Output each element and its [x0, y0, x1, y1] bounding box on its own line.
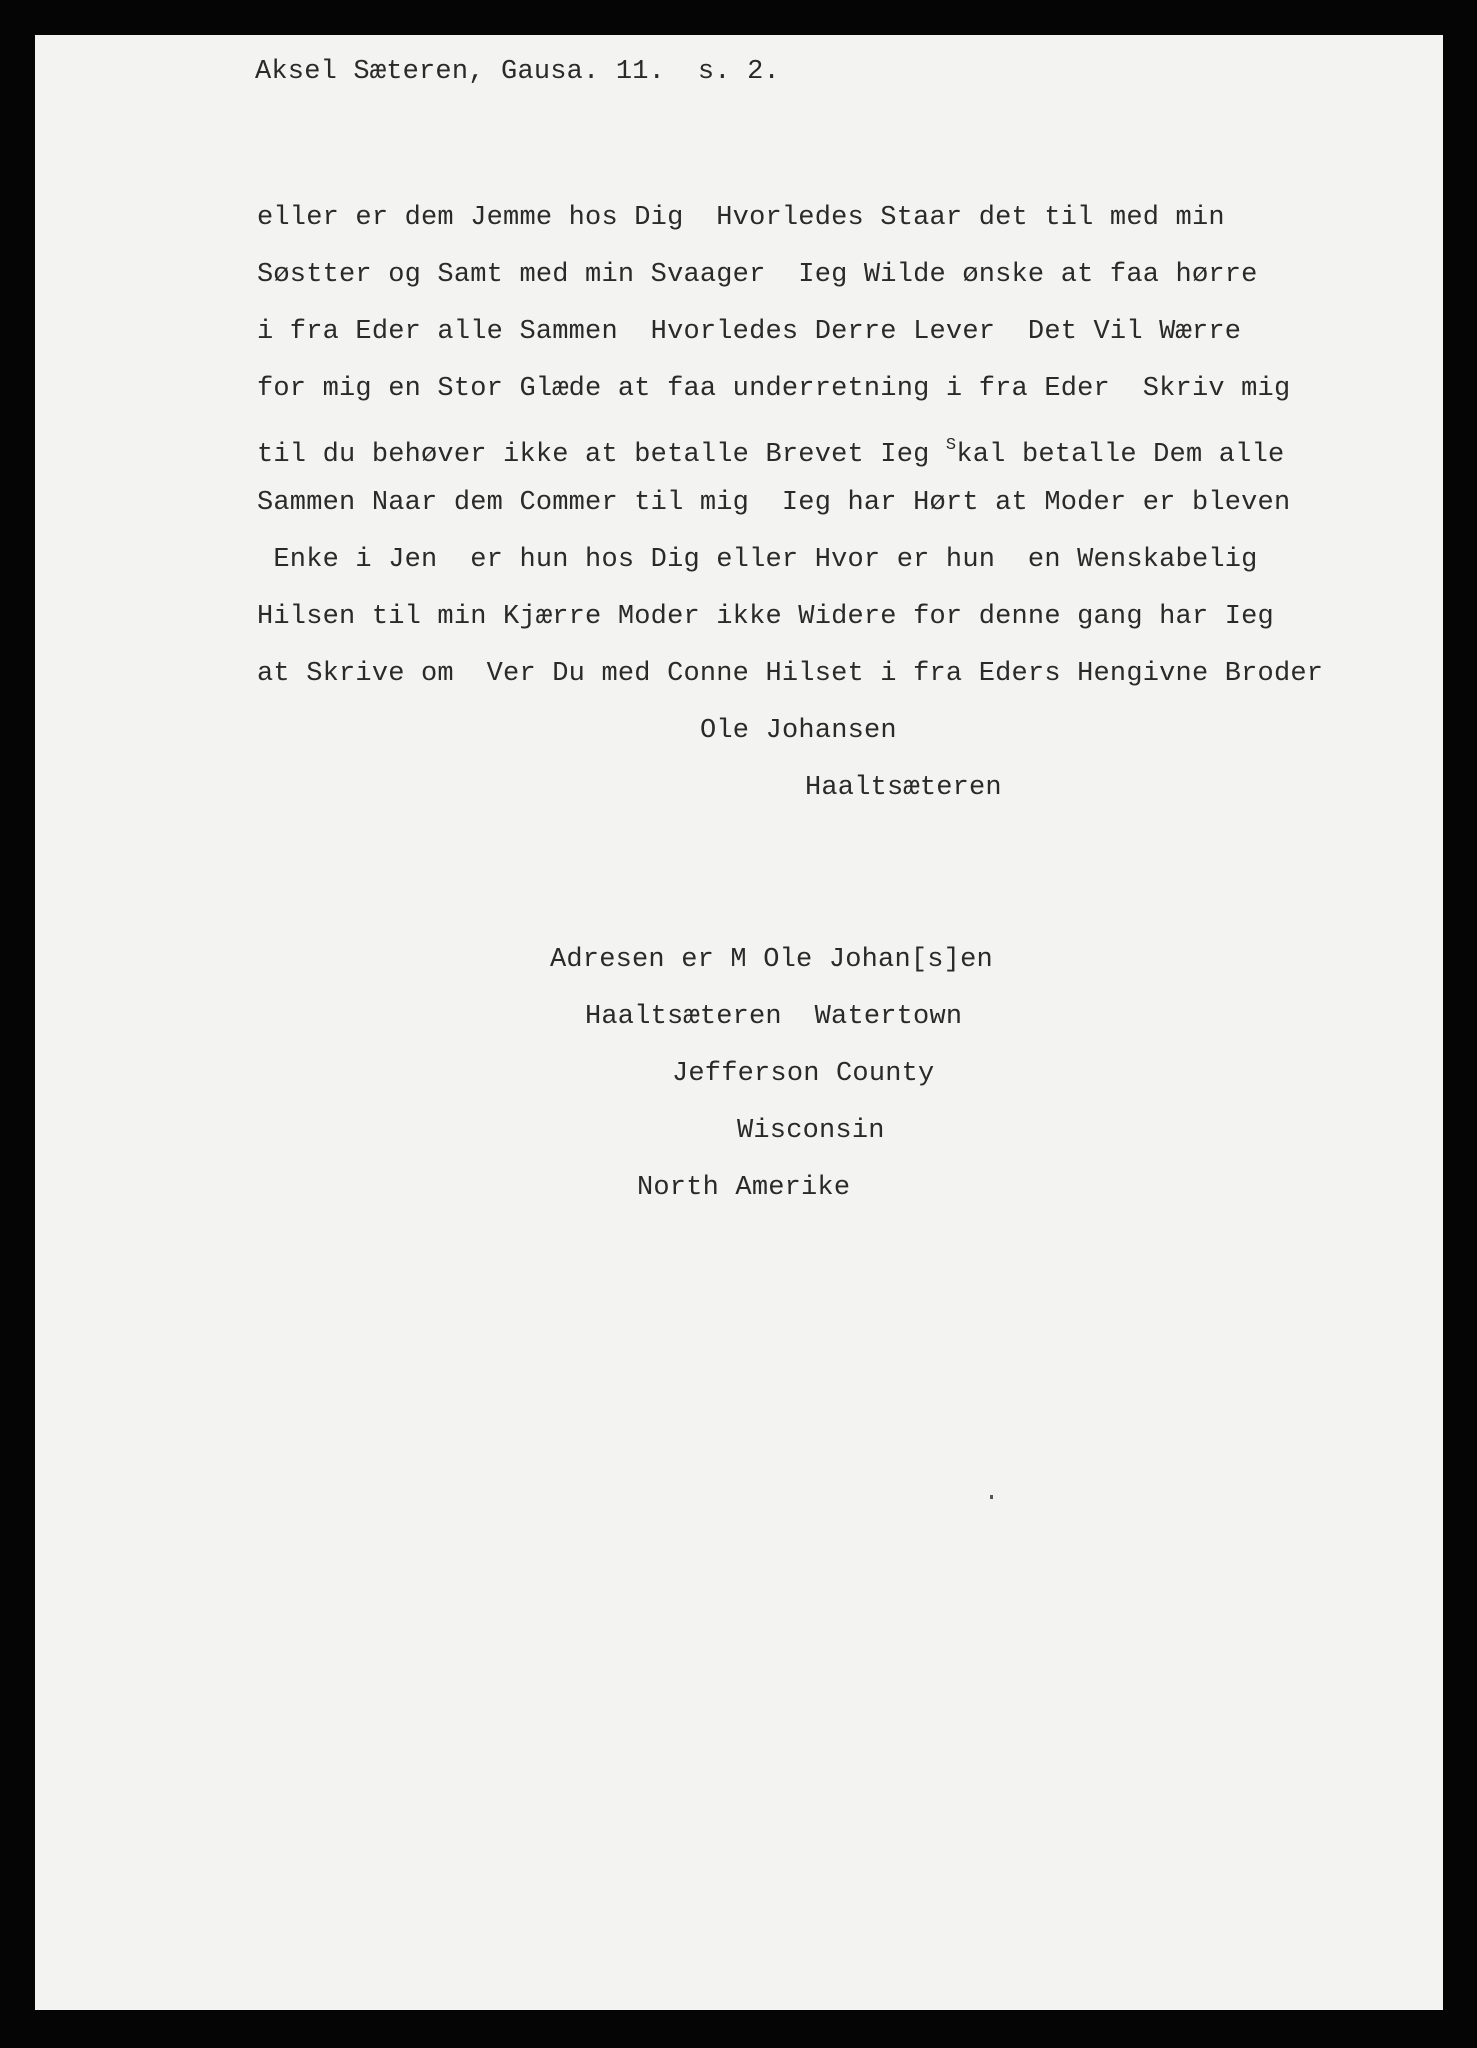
- letter-line: for mig en Stor Glæde at faa underretning i fra Eder Skriv mig: [257, 374, 1291, 404]
- signature-name: Ole Johansen: [700, 716, 897, 746]
- address-line: North Amerike: [637, 1173, 851, 1203]
- letter-line: at Skrive om Ver Du med Conne Hilset i fra Eders Hengivne Broder: [257, 659, 1324, 689]
- address-line: Adresen er M Ole Johan[s]en: [550, 945, 993, 975]
- signature-place: Haaltsæteren: [805, 773, 1002, 803]
- address-line: Jefferson County: [672, 1059, 935, 1089]
- letter-text: til du behøver ikke at betalle Brevet Ieg: [257, 440, 946, 470]
- paper-speck: [990, 1495, 993, 1499]
- address-line: Haaltsæteren Watertown: [585, 1002, 963, 1032]
- letter-line: [257, 431, 1284, 470]
- letter-line: Sammen Naar dem Commer til mig Ieg har Hørt at Moder er bleven: [257, 488, 1291, 518]
- address-line: Wisconsin: [737, 1116, 885, 1146]
- letter-line: eller er dem Jemme hos Dig Hvorledes Staar det til med min: [257, 203, 1225, 233]
- superscript-letter: S: [945, 436, 957, 455]
- letter-line: Enke i Jen er hun hos Dig eller Hvor er hun en Wenskabelig: [257, 545, 1258, 575]
- document-page: [35, 35, 1443, 2010]
- letter-line: Hilsen til min Kjærre Moder ikke Widere for denne gang har Ieg: [257, 602, 1274, 632]
- letter-line: Søstter og Samt med min Svaager Ieg Wilde ønske at faa hørre: [257, 260, 1258, 290]
- letter-line: i fra Eder alle Sammen Hvorledes Derre Lever Det Vil Wærre: [257, 317, 1242, 347]
- letter-text: kal betalle Dem alle: [956, 440, 1285, 470]
- page-header: Aksel Sæteren, Gausa. 11. s. 2.: [255, 57, 780, 87]
